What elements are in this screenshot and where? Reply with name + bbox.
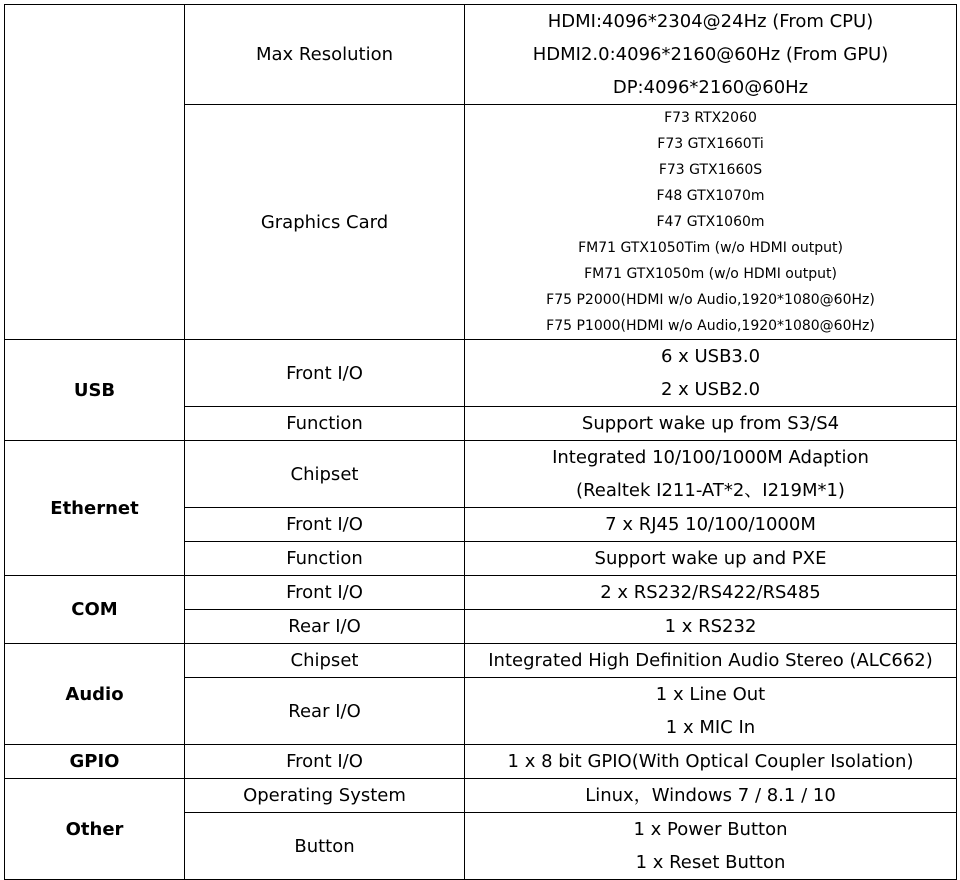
value-line: FM71 GTX1050Tim (w/o HDMI output) bbox=[578, 240, 843, 256]
value-line: F73 GTX1660Ti bbox=[657, 136, 764, 152]
feature-cell: Front I/O bbox=[185, 745, 465, 779]
table-row bbox=[5, 779, 957, 813]
value-line: Support wake up from S3/S4 bbox=[581, 413, 840, 434]
value-line: 1 x 8 bit GPIO(With Optical Coupler Isolation) bbox=[507, 751, 914, 772]
value-line: Support wake up and PXE bbox=[594, 548, 827, 569]
feature-cell: Function bbox=[185, 407, 465, 441]
value-line: F75 P1000(HDMI w/o Audio,1920*1080@60Hz) bbox=[546, 318, 875, 334]
value-cell bbox=[465, 340, 957, 407]
value-cell bbox=[465, 105, 957, 340]
value-cell bbox=[465, 5, 957, 105]
value-cell bbox=[465, 407, 957, 441]
value-line: 7 x RJ45 10/100/1000M bbox=[605, 514, 816, 535]
value-cell bbox=[465, 576, 957, 610]
category-cell-audio: Audio bbox=[5, 644, 185, 745]
feature-cell: Function bbox=[185, 542, 465, 576]
table-row bbox=[5, 5, 957, 105]
feature-cell: Max Resolution bbox=[185, 5, 465, 105]
table-row bbox=[5, 745, 957, 779]
feature-cell: Front I/O bbox=[185, 340, 465, 407]
value-line: 1 x MIC In bbox=[665, 717, 756, 738]
value-line: F73 GTX1660S bbox=[658, 162, 763, 178]
value-line: FM71 GTX1050m (w/o HDMI output) bbox=[584, 266, 837, 282]
feature-cell: Chipset bbox=[185, 441, 465, 508]
table-row bbox=[5, 340, 957, 407]
feature-cell: Front I/O bbox=[185, 576, 465, 610]
value-line: HDMI:4096*2304@24Hz (From CPU) bbox=[547, 11, 874, 32]
value-cell bbox=[465, 745, 957, 779]
value-line: DP:4096*2160@60Hz bbox=[612, 77, 809, 98]
value-line: 1 x RS232 bbox=[664, 616, 757, 637]
feature-cell: Rear I/O bbox=[185, 678, 465, 745]
value-cell bbox=[465, 779, 957, 813]
value-line: Linux，Windows 7 / 8.1 / 10 bbox=[585, 785, 836, 806]
value-line: F73 RTX2060 bbox=[664, 110, 757, 126]
value-cell bbox=[465, 441, 957, 508]
spec-table bbox=[4, 4, 957, 880]
value-cell bbox=[465, 542, 957, 576]
value-cell bbox=[465, 610, 957, 644]
feature-cell: Operating System bbox=[185, 779, 465, 813]
value-line: (Realtek I211-AT*2、I219M*1) bbox=[576, 480, 845, 501]
value-line: 2 x USB2.0 bbox=[660, 379, 761, 400]
value-line: HDMI2.0:4096*2160@60Hz (From GPU) bbox=[532, 44, 889, 65]
value-cell bbox=[465, 813, 957, 880]
feature-cell: Front I/O bbox=[185, 508, 465, 542]
table-row bbox=[5, 576, 957, 610]
value-line: 2 x RS232/RS422/RS485 bbox=[600, 582, 821, 603]
category-cell-usb: USB bbox=[5, 340, 185, 441]
feature-cell: Chipset bbox=[185, 644, 465, 678]
value-cell bbox=[465, 508, 957, 542]
value-line: 1 x Power Button bbox=[633, 819, 788, 840]
value-line: 6 x USB3.0 bbox=[660, 346, 761, 367]
feature-cell: Graphics Card bbox=[185, 105, 465, 340]
value-cell bbox=[465, 678, 957, 745]
category-cell-gpio: GPIO bbox=[5, 745, 185, 779]
category-cell-com: COM bbox=[5, 576, 185, 644]
category-cell-blank bbox=[5, 5, 185, 340]
value-line: 1 x Line Out bbox=[655, 684, 766, 705]
feature-cell: Button bbox=[185, 813, 465, 880]
value-line: F75 P2000(HDMI w/o Audio,1920*1080@60Hz) bbox=[546, 292, 875, 308]
value-line: Integrated High Definition Audio Stereo (ALC662) bbox=[488, 650, 933, 671]
table-row bbox=[5, 441, 957, 508]
value-line: F47 GTX1060m bbox=[656, 214, 765, 230]
value-line: Integrated 10/100/1000M Adaption bbox=[552, 447, 869, 468]
category-cell-ethernet: Ethernet bbox=[5, 441, 185, 576]
value-cell bbox=[465, 644, 957, 678]
value-line: F48 GTX1070m bbox=[656, 188, 765, 204]
spec-table-body bbox=[5, 5, 957, 880]
table-row bbox=[5, 644, 957, 678]
value-line: 1 x Reset Button bbox=[635, 852, 786, 873]
category-cell-other: Other bbox=[5, 779, 185, 880]
feature-cell: Rear I/O bbox=[185, 610, 465, 644]
